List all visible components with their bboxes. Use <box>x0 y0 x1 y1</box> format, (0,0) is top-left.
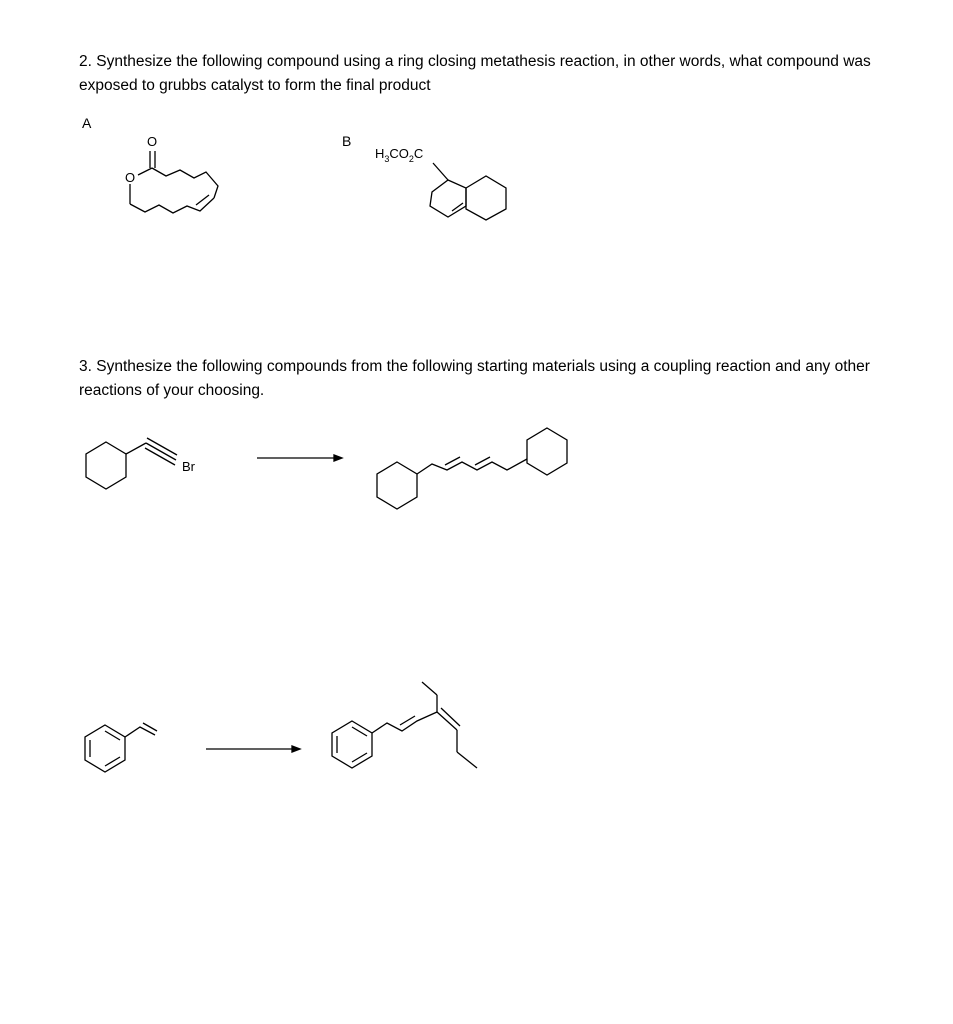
ester-oxygen: O <box>125 170 136 185</box>
reaction2-product <box>332 682 477 768</box>
bromine-label: Br <box>182 459 195 474</box>
molecule-a-lactone <box>125 134 218 213</box>
molecule-b-bicyclic-ester <box>375 146 506 220</box>
reaction2-starting-material <box>85 723 157 772</box>
reaction2-arrow <box>206 746 300 752</box>
reaction1-arrow <box>257 455 342 461</box>
ester-group-label: $H_3CO_2C$ <box>375 146 424 164</box>
label-a: A <box>82 115 92 131</box>
reaction1-product <box>377 428 567 509</box>
reaction1-starting-material <box>86 438 196 489</box>
label-b: B <box>342 133 352 149</box>
question-3-text: 3. Synthesize the following compounds from the following starting materials using a coupling reaction and any other reactions of your choosing. <box>79 358 870 399</box>
question-2-text: 2. Synthesize the following compound using a ring closing metathesis reaction, in other words, what compound was exposed to grubbs catalyst to form the final product <box>79 53 871 94</box>
carbonyl-oxygen: O <box>147 134 158 149</box>
